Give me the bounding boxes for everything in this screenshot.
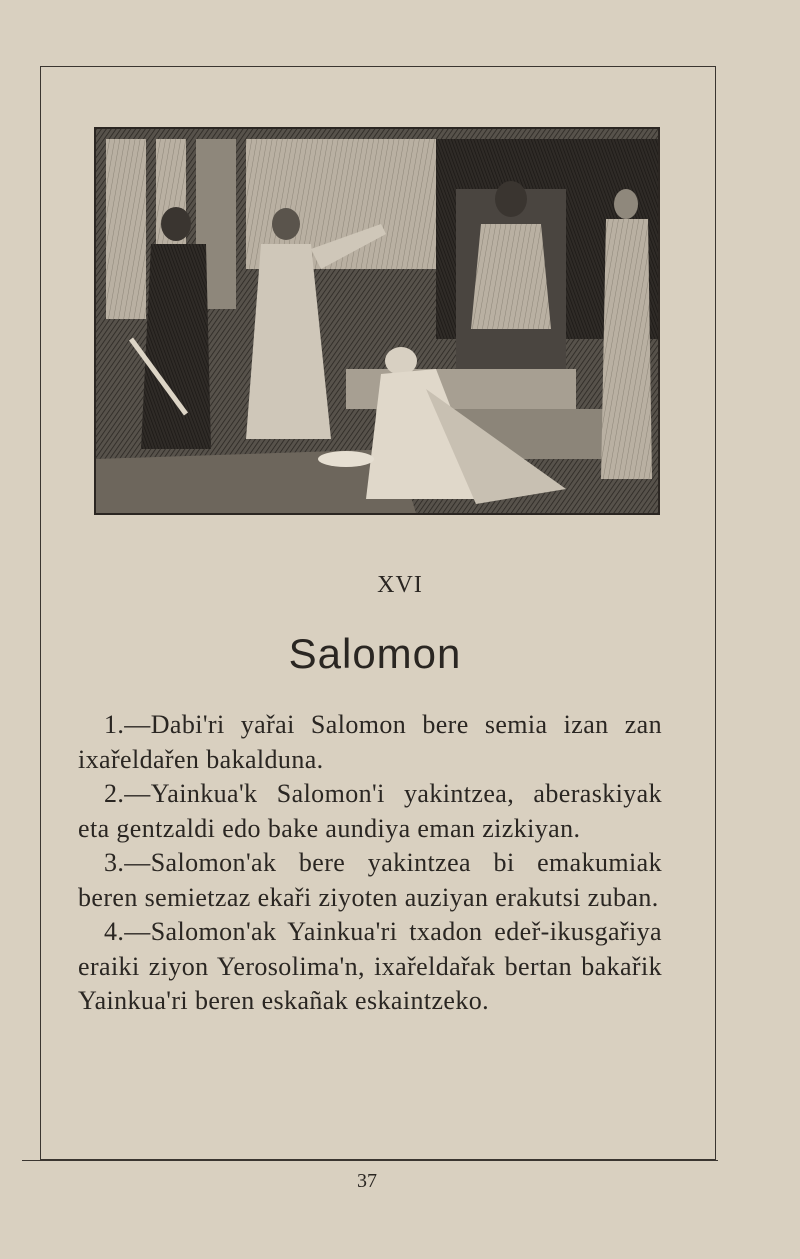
paragraph-4: 4.—Salomon'ak Yainkua'ri txadon edeř-ikusgařiya eraiki ziyon Yerosolima'n, ixařeldařak bertan bakařik Yainkua'ri beren eskañak eskaintzeko. — [78, 917, 662, 1015]
footer-rule — [22, 1160, 718, 1161]
paragraph-1: 1.—Dabi'ri yařai Salomon bere semia izan zan ixařeldařen bakalduna. — [78, 710, 662, 774]
chapter-number: XVI — [377, 572, 423, 598]
paragraph-3: 3.—Salomon'ak bere yakintzea bi emakumiak beren semietzaz ekaři ziyoten auziyan erakutsi zuban. — [78, 848, 662, 912]
engraving-judgment-of-solomon — [94, 127, 660, 515]
paragraph-2: 2.—Yainkua'k Salomon'i yakintzea, aberaskiyak eta gentzaldi edo bake aundiya eman zizkiyan. — [78, 779, 662, 843]
engraving-image — [96, 129, 658, 513]
chapter-title: Salomon — [288, 630, 462, 677]
page-number: 37 — [357, 1170, 377, 1192]
body-text — [78, 708, 662, 1019]
